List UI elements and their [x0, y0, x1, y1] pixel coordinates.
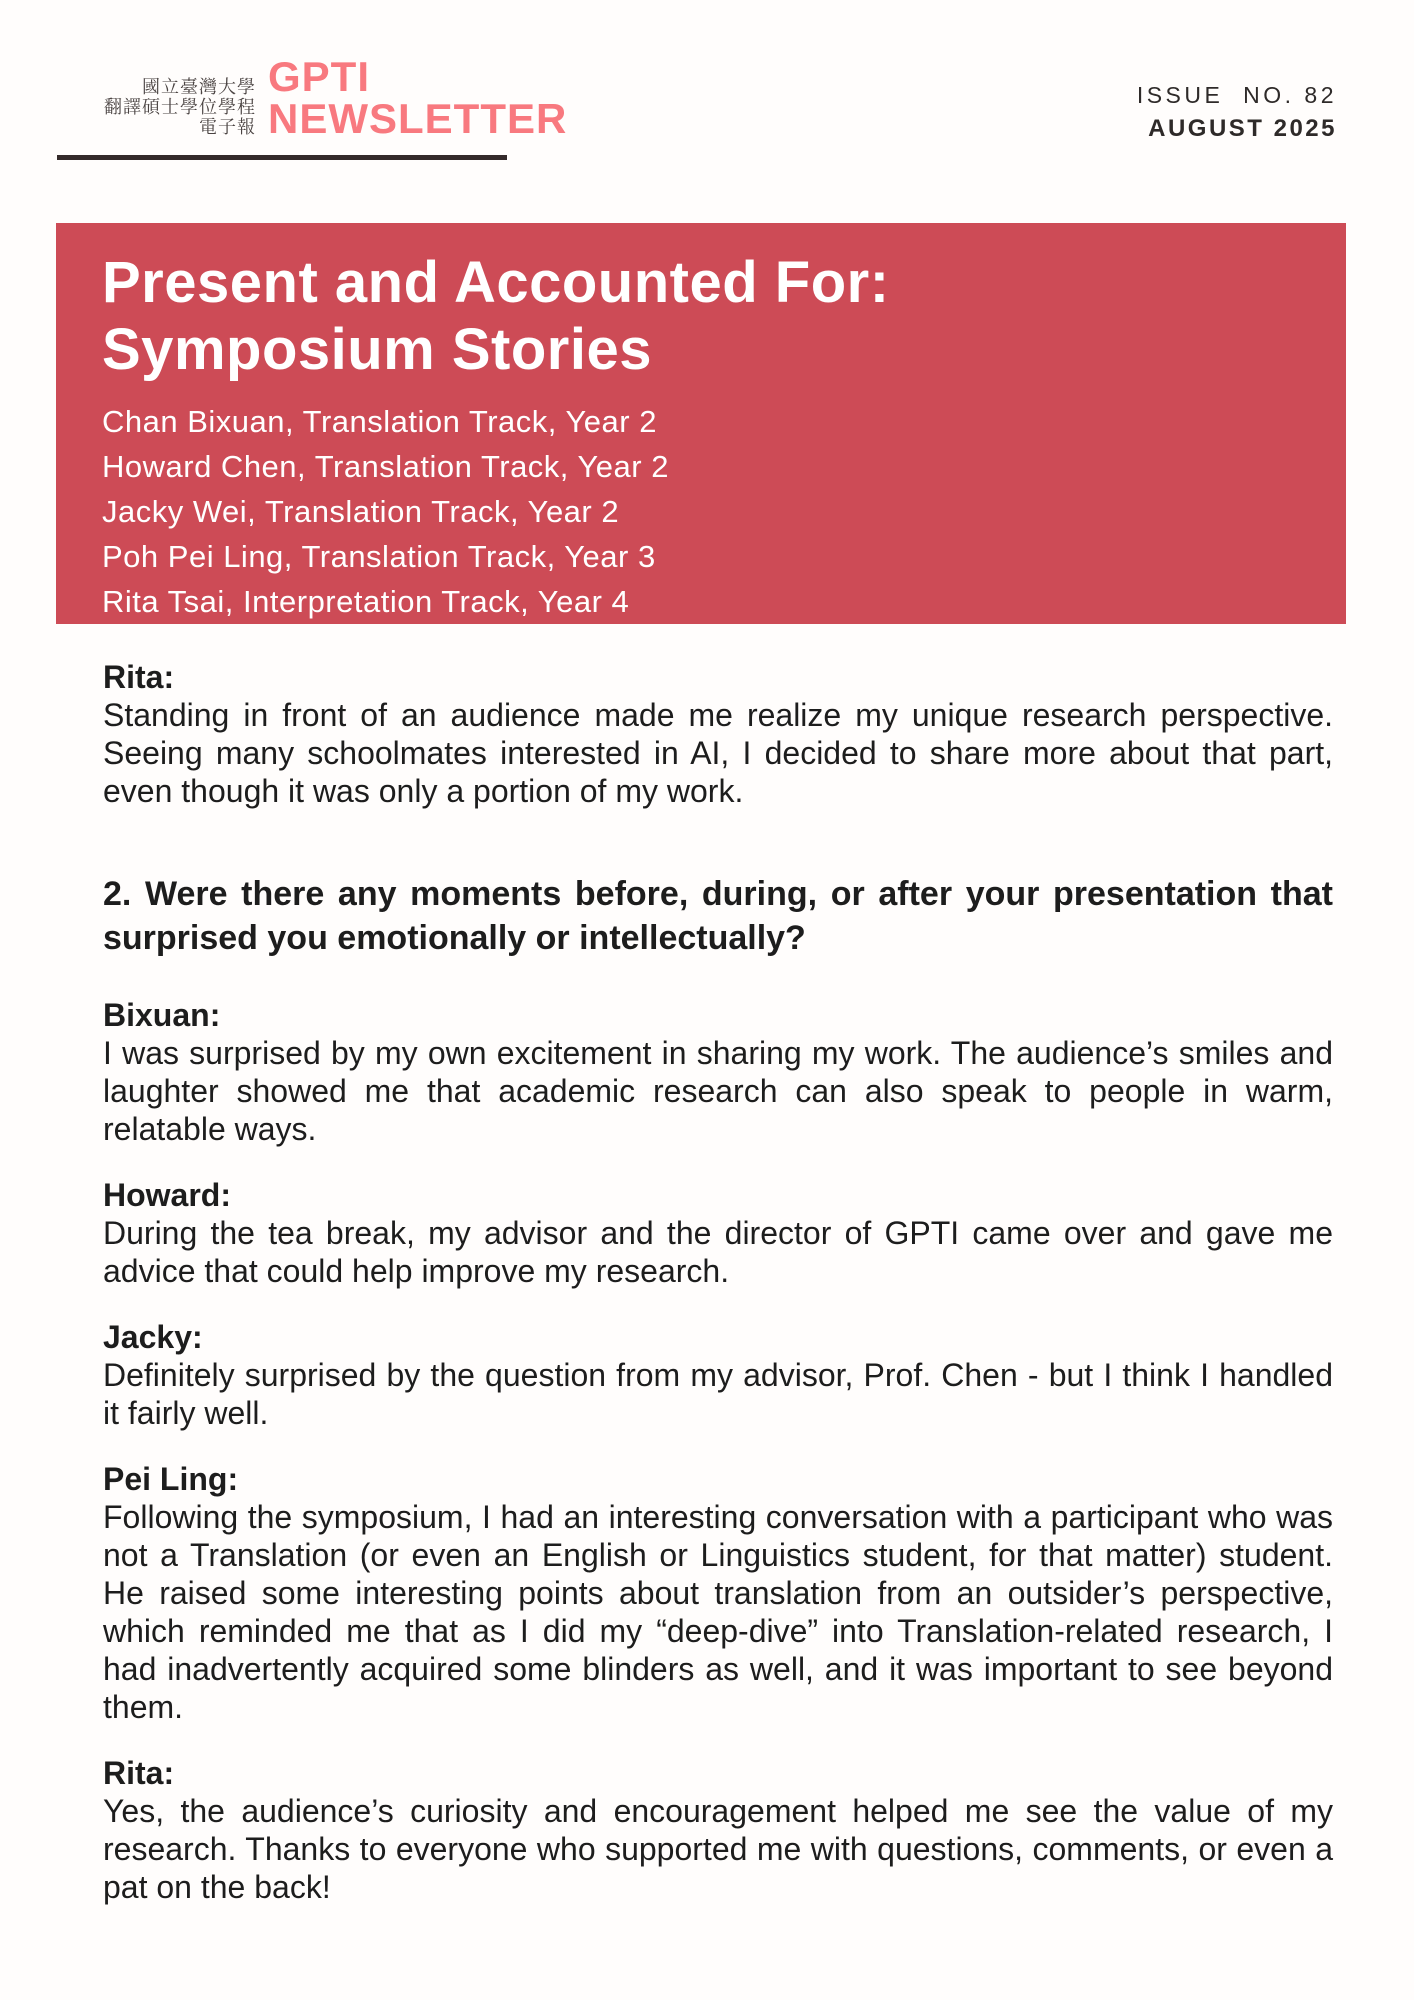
article-title — [102, 249, 1306, 383]
logo-wordmark — [268, 53, 568, 142]
logo-cjk-text — [104, 77, 256, 140]
speaker-response: During the tea break, my advisor and the director of GPTI came over and gave me advice that could help improve my research. — [103, 1215, 1333, 1289]
title-banner — [56, 223, 1346, 624]
speaker-response: Yes, the audience’s curiosity and encouragement helped me see the value of my research. Thanks to everyone who supported me with questions, comments, or even a pat on the back! — [103, 1793, 1333, 1905]
speaker-name: Rita: — [103, 1755, 175, 1791]
author-line: Poh Pei Ling, Translation Track, Year 3 — [102, 539, 656, 574]
author-line: Chan Bixuan, Translation Track, Year 2 — [102, 404, 657, 439]
logo-cjk-line: 電子報 — [199, 117, 256, 137]
qa-block — [103, 1318, 1333, 1432]
author-line: Rita Tsai, Interpretation Track, Year 4 — [102, 584, 630, 619]
article-title-line1: Present and Accounted For: — [102, 250, 890, 315]
qa-block — [103, 996, 1333, 1148]
issue-block — [1137, 82, 1337, 143]
speaker-name: Rita: — [103, 659, 175, 695]
author-line: Jacky Wei, Translation Track, Year 2 — [102, 494, 620, 529]
gpti-logo — [104, 53, 568, 142]
qa-block — [103, 658, 1333, 810]
issue-number: ISSUE NO. 82 — [1136, 82, 1337, 108]
article-body — [103, 658, 1333, 1934]
logo-wordmark-line2: NEWSLETTER — [268, 95, 568, 142]
author-list — [102, 399, 1306, 624]
article-title-line2: Symposium Stories — [102, 317, 652, 382]
speaker-name: Howard: — [103, 1177, 231, 1213]
logo-cjk-line: 翻譯碩士學位學程 — [104, 97, 256, 117]
speaker-response: Following the symposium, I had an interesting conversation with a participant who was not a Translation (or even an English or Linguistics student, for that matter) student. He raised some interesting points about translation from an outsider’s perspective, which reminded me that as I did my “deep-dive” into Translation-related research, I had inadvertently acquired some blinders as well, and it was important to see beyond them. — [103, 1499, 1333, 1725]
logo-wordmark-line1: GPTI — [268, 53, 371, 100]
speaker-name: Jacky: — [103, 1319, 203, 1355]
speaker-response: I was surprised by my own excitement in sharing my work. The audience’s smiles and laughter showed me that academic research can also speak to people in warm, relatable ways. — [103, 1035, 1333, 1147]
speaker-name: Bixuan: — [103, 997, 221, 1033]
speaker-response: Definitely surprised by the question from my advisor, Prof. Chen - but I think I handled it fairly well. — [103, 1357, 1333, 1431]
speaker-response: Standing in front of an audience made me realize my unique research perspective. Seeing many schoolmates interested in AI, I decided to share more about that part, even though it was only a portion of my work. — [103, 697, 1333, 809]
qa-block — [103, 1754, 1333, 1906]
question-heading: 2. Were there any moments before, during, or after your presentation that surprised you emotionally or intellectually? — [103, 875, 1333, 957]
author-line: Howard Chen, Translation Track, Year 2 — [102, 449, 669, 484]
logo-cjk-line: 國立臺灣大學 — [142, 77, 256, 97]
issue-date: AUGUST 2025 — [1148, 115, 1337, 142]
qa-block — [103, 1460, 1333, 1726]
qa-block — [103, 1176, 1333, 1290]
speaker-name: Pei Ling: — [103, 1461, 239, 1497]
masthead-rule — [57, 155, 507, 160]
